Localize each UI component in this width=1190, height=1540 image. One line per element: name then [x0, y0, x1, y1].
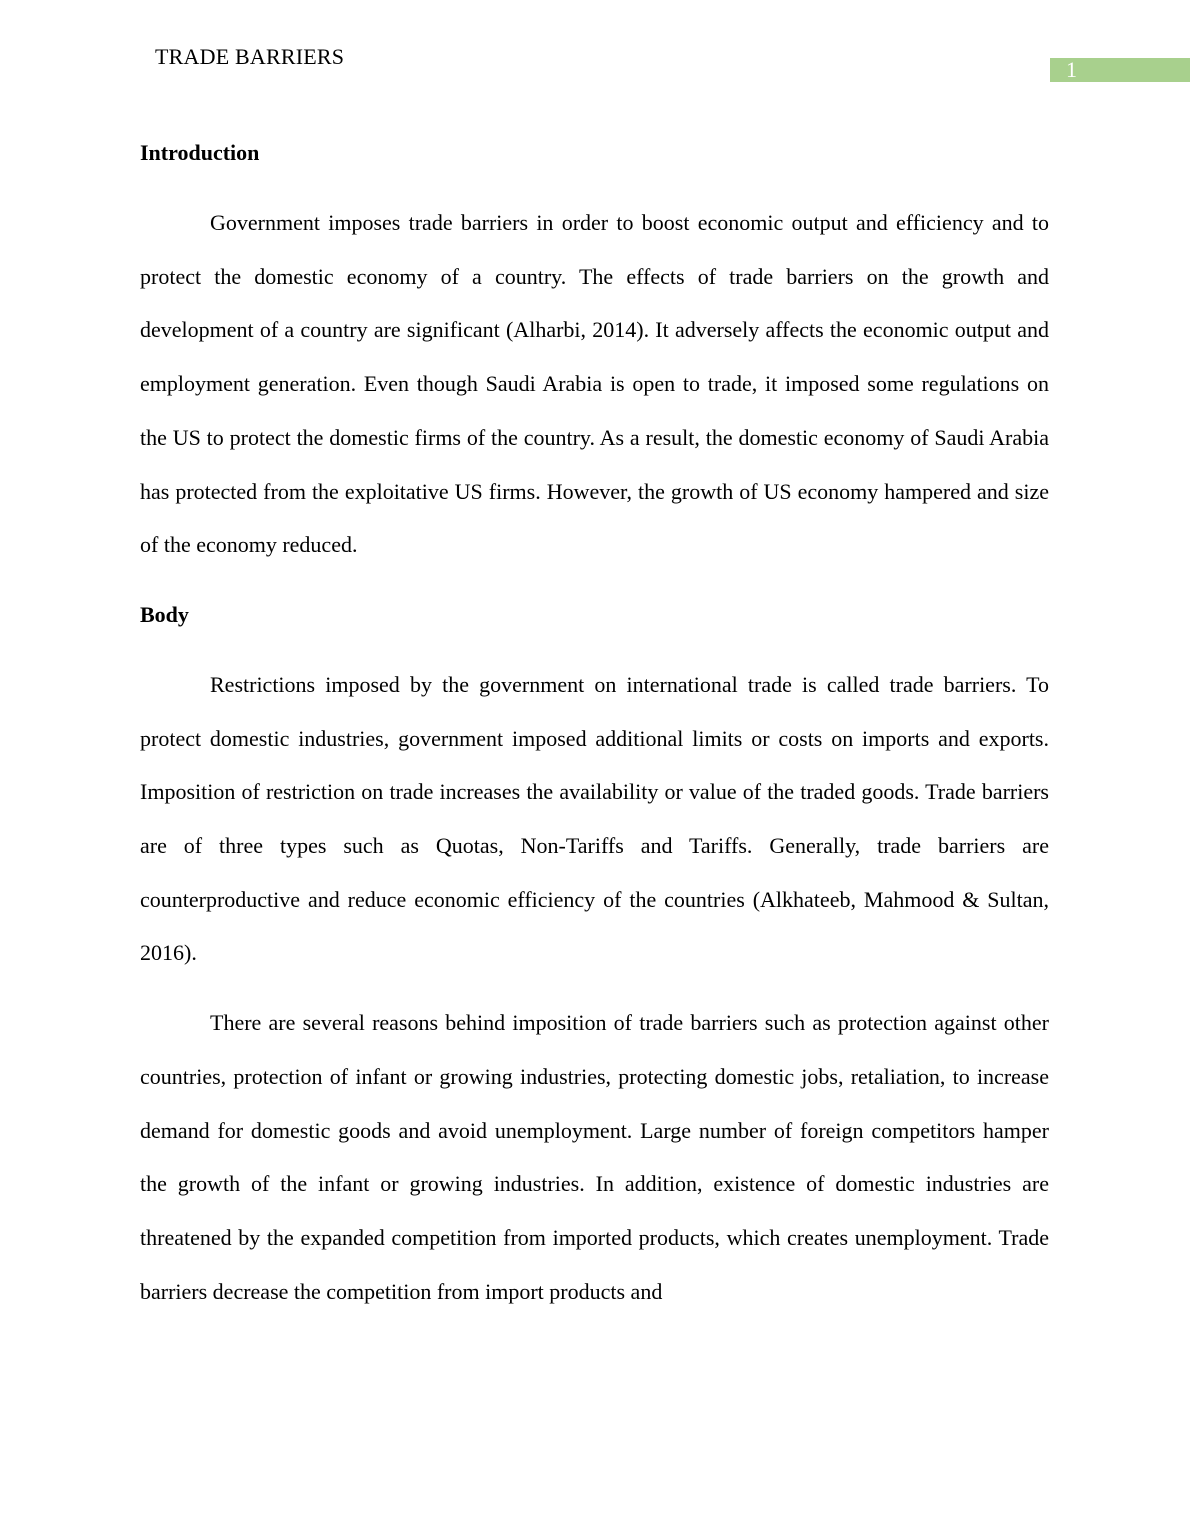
section-heading-introduction: Introduction — [140, 140, 260, 165]
page-number: 1 — [1066, 57, 1077, 82]
introduction-paragraph: Government imposes trade barriers in order to boost economic output and efficiency and to protect the domestic economy of a country. The effects of trade barriers on the growth and development of a country are significant (Alharbi, 2014). It adversely affects the economic output and employment generation. Even though Saudi Arabia is open to trade, it imposed some regulations on the US to protect the domestic firms of the country. As a result, the domestic economy of Saudi Arabia has protected from the exploitative US firms. However, the growth of US economy hampered and size of the economy reduced. — [140, 210, 1049, 558]
body-paragraph-2: There are several reasons behind imposition of trade barriers such as protection against other countries, protection of infant or growing industries, protecting domestic jobs, retaliation, to increase demand for domestic goods and avoid unemployment. Large number of foreign competitors hamper the growth of the infant or growing industries. In addition, existence of domestic industries are threatened by the expanded competition from imported products, which creates unemployment. Trade barriers decrease the competition from import products and — [140, 1010, 1049, 1304]
page-number-bar — [1050, 58, 1190, 82]
body-paragraph-1: Restrictions imposed by the government on international trade is called trade barriers. To protect domestic industries, government imposed additional limits or costs on imports and exports. Imposition of restriction on trade increases the availability or value of the traded goods. Trade barriers are of three types such as Quotas, Non-Tariffs and Tariffs. Generally, trade barriers are counterproductive and reduce economic efficiency of the countries (Alkhateeb, Mahmood & Sultan, 2016). — [140, 671, 1049, 966]
section-heading-body: Body — [140, 601, 189, 627]
document-body — [140, 126, 1049, 1334]
running-head: TRADE BARRIERS — [155, 44, 345, 69]
